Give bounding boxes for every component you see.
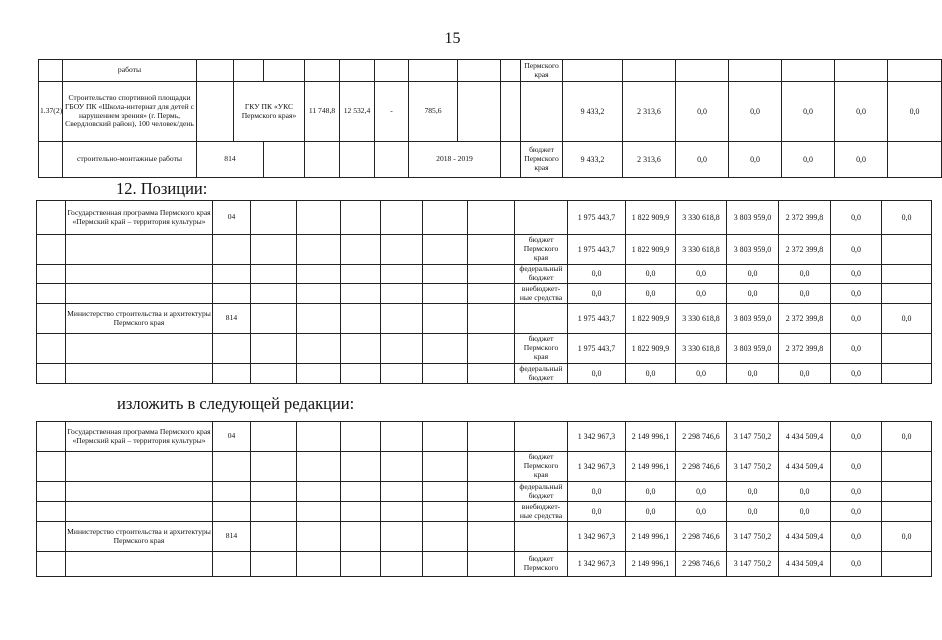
cell: 3 803 959,0 xyxy=(727,304,779,334)
cell: 0,0 xyxy=(727,482,779,502)
cell: 3 330 618,8 xyxy=(676,235,727,265)
table-row xyxy=(37,422,932,452)
funding-source: Пермского края xyxy=(521,60,563,82)
cell: 3 147 750,2 xyxy=(727,422,779,452)
cell: 2018 - 2019 xyxy=(409,142,501,178)
cell: 0,0 xyxy=(831,502,882,522)
page-number: 15 xyxy=(444,30,461,47)
cell: 3 147 750,2 xyxy=(727,552,779,577)
cell: 0,0 xyxy=(831,235,882,265)
cell: 2 298 746,6 xyxy=(676,522,727,552)
cell: 0,0 xyxy=(568,284,626,304)
cell: 1 822 909,9 xyxy=(626,235,676,265)
cell: 0,0 xyxy=(727,265,779,284)
cell: 2 372 399,8 xyxy=(779,304,831,334)
cell: 2 298 746,6 xyxy=(676,452,727,482)
cell: 3 803 959,0 xyxy=(727,334,779,364)
cell: 0,0 xyxy=(835,82,888,142)
cell: 0,0 xyxy=(676,502,727,522)
cell: 0,0 xyxy=(727,364,779,384)
cell: 0,0 xyxy=(831,304,882,334)
cell: 0,0 xyxy=(779,284,831,304)
cell: 1 342 967,3 xyxy=(568,452,626,482)
funding-source: внебюджет-ные средства xyxy=(515,502,568,522)
cell: 2 298 746,6 xyxy=(676,552,727,577)
table-row xyxy=(37,284,932,304)
funding-source: бюджет Пермского xyxy=(515,552,568,577)
cell: 0,0 xyxy=(727,284,779,304)
program-name: Государственная программа Пермского края «Пермский край – территория культуры» xyxy=(66,201,213,235)
cell: 814 xyxy=(197,142,264,178)
cell: 2 149 996,1 xyxy=(626,522,676,552)
cell: 3 330 618,8 xyxy=(676,304,727,334)
cell: 0,0 xyxy=(882,304,932,334)
ministry-name: Министерство строительства и архитектуры Пермского края xyxy=(66,522,213,552)
cell: 0,0 xyxy=(831,284,882,304)
table-row xyxy=(37,502,932,522)
cell: 9 433,2 xyxy=(563,82,623,142)
cell: 814 xyxy=(213,522,251,552)
cell: 9 433,2 xyxy=(563,142,623,178)
table-row xyxy=(39,142,942,178)
cell: 0,0 xyxy=(626,502,676,522)
funding-source: внебюджет-ные средства xyxy=(515,284,568,304)
cell: - xyxy=(375,82,409,142)
cell: 2 372 399,8 xyxy=(779,235,831,265)
cell: 04 xyxy=(213,201,251,235)
table-row xyxy=(37,552,932,577)
cell: 0,0 xyxy=(888,82,942,142)
cell: 0,0 xyxy=(831,201,882,235)
cell: 0,0 xyxy=(831,552,882,577)
table-object-costs xyxy=(38,59,942,178)
cell: 0,0 xyxy=(729,142,782,178)
cell: 1 975 443,7 xyxy=(568,334,626,364)
cell: 0,0 xyxy=(782,142,835,178)
cell: 0,0 xyxy=(831,452,882,482)
cell: 0,0 xyxy=(831,482,882,502)
section-heading-new-edition: изложить в следующей редакции: xyxy=(117,394,355,413)
cell: 1 822 909,9 xyxy=(626,334,676,364)
cell: 1 342 967,3 xyxy=(568,522,626,552)
object-name: Строительство спортивной площадки ГБОУ ПК «Школа-интернат для детей с нарушением зрения» (г. Пермь, Свердловский район), 100 человек/день xyxy=(63,82,197,142)
table-row xyxy=(39,82,942,142)
table-row xyxy=(37,482,932,502)
funding-source: бюджет Пермского края xyxy=(521,142,563,178)
cell: 0,0 xyxy=(779,364,831,384)
cell: 2 149 996,1 xyxy=(626,452,676,482)
cell: 0,0 xyxy=(676,482,727,502)
cell: 0,0 xyxy=(568,482,626,502)
cell: 04 xyxy=(213,422,251,452)
row-name: работы xyxy=(63,60,197,82)
row-name: строительно-монтажные работы xyxy=(63,142,197,178)
cell: 0,0 xyxy=(676,284,727,304)
cell: 0,0 xyxy=(831,522,882,552)
funding-source: федеральный бюджет xyxy=(515,364,568,384)
cell: 1 975 443,7 xyxy=(568,235,626,265)
cell: 0,0 xyxy=(676,142,729,178)
executor: ГКУ ПК «УКС Пермского края» xyxy=(234,82,305,142)
cell: 2 149 996,1 xyxy=(626,422,676,452)
cell: 2 149 996,1 xyxy=(626,552,676,577)
cell: 3 803 959,0 xyxy=(727,201,779,235)
cell: 2 313,6 xyxy=(623,82,676,142)
cell: 3 330 618,8 xyxy=(676,201,727,235)
cell: 0,0 xyxy=(676,265,727,284)
cell: 4 434 509,4 xyxy=(779,552,831,577)
cell: 1 342 967,3 xyxy=(568,422,626,452)
row-number: 1.37(2) xyxy=(39,82,63,142)
cell: 4 434 509,4 xyxy=(779,522,831,552)
table-row xyxy=(37,334,932,364)
cell: 0,0 xyxy=(831,422,882,452)
cell: 2 372 399,8 xyxy=(779,334,831,364)
funding-source: федеральный бюджет xyxy=(515,265,568,284)
table-positions-old xyxy=(36,200,932,384)
cell: 0,0 xyxy=(882,201,932,235)
cell: 0,0 xyxy=(568,502,626,522)
cell: 0,0 xyxy=(626,364,676,384)
cell: 785,6 xyxy=(409,82,458,142)
table-row xyxy=(37,522,932,552)
cell: 3 330 618,8 xyxy=(676,334,727,364)
cell: 3 147 750,2 xyxy=(727,452,779,482)
cell: 0,0 xyxy=(835,142,888,178)
table-row xyxy=(37,364,932,384)
cell: 1 975 443,7 xyxy=(568,201,626,235)
cell: 814 xyxy=(213,304,251,334)
cell: 11 748,8 xyxy=(305,82,340,142)
cell: 0,0 xyxy=(779,502,831,522)
ministry-name: Министерство строительства и архитектуры Пермского края xyxy=(66,304,213,334)
cell: 1 342 967,3 xyxy=(568,552,626,577)
funding-source: федеральный бюджет xyxy=(515,482,568,502)
cell: 0,0 xyxy=(729,82,782,142)
cell: 2 298 746,6 xyxy=(676,422,727,452)
section-heading-positions: 12. Позиции: xyxy=(116,179,208,198)
cell: 0,0 xyxy=(568,265,626,284)
cell: 4 434 509,4 xyxy=(779,422,831,452)
cell: 0,0 xyxy=(779,482,831,502)
funding-source: бюджет Пермского края xyxy=(515,452,568,482)
cell: 0,0 xyxy=(831,265,882,284)
cell: 0,0 xyxy=(831,364,882,384)
funding-source: бюджет Пермского края xyxy=(515,235,568,265)
cell: 2 313,6 xyxy=(623,142,676,178)
cell: 1 975 443,7 xyxy=(568,304,626,334)
table-row xyxy=(37,235,932,265)
table-row xyxy=(37,452,932,482)
cell: 0,0 xyxy=(676,364,727,384)
cell: 0,0 xyxy=(676,82,729,142)
funding-source: бюджет Пермского края xyxy=(515,334,568,364)
cell: 0,0 xyxy=(626,284,676,304)
cell: 4 434 509,4 xyxy=(779,452,831,482)
cell: 1 822 909,9 xyxy=(626,304,676,334)
cell: 0,0 xyxy=(626,265,676,284)
cell: 0,0 xyxy=(831,334,882,364)
cell: 0,0 xyxy=(882,422,932,452)
cell: 12 532,4 xyxy=(340,82,375,142)
cell: 0,0 xyxy=(568,364,626,384)
cell: 0,0 xyxy=(727,502,779,522)
program-name: Государственная программа Пермского края «Пермский край – территория культуры» xyxy=(66,422,213,452)
table-row xyxy=(37,201,932,235)
table-row xyxy=(37,265,932,284)
cell: 0,0 xyxy=(782,82,835,142)
cell: 3 803 959,0 xyxy=(727,235,779,265)
cell: 0,0 xyxy=(626,482,676,502)
cell: 1 822 909,9 xyxy=(626,201,676,235)
cell: 0,0 xyxy=(882,522,932,552)
table-row xyxy=(39,60,942,82)
cell: 2 372 399,8 xyxy=(779,201,831,235)
table-positions-new xyxy=(36,421,932,577)
cell: 3 147 750,2 xyxy=(727,522,779,552)
cell: 0,0 xyxy=(779,265,831,284)
table-row xyxy=(37,304,932,334)
